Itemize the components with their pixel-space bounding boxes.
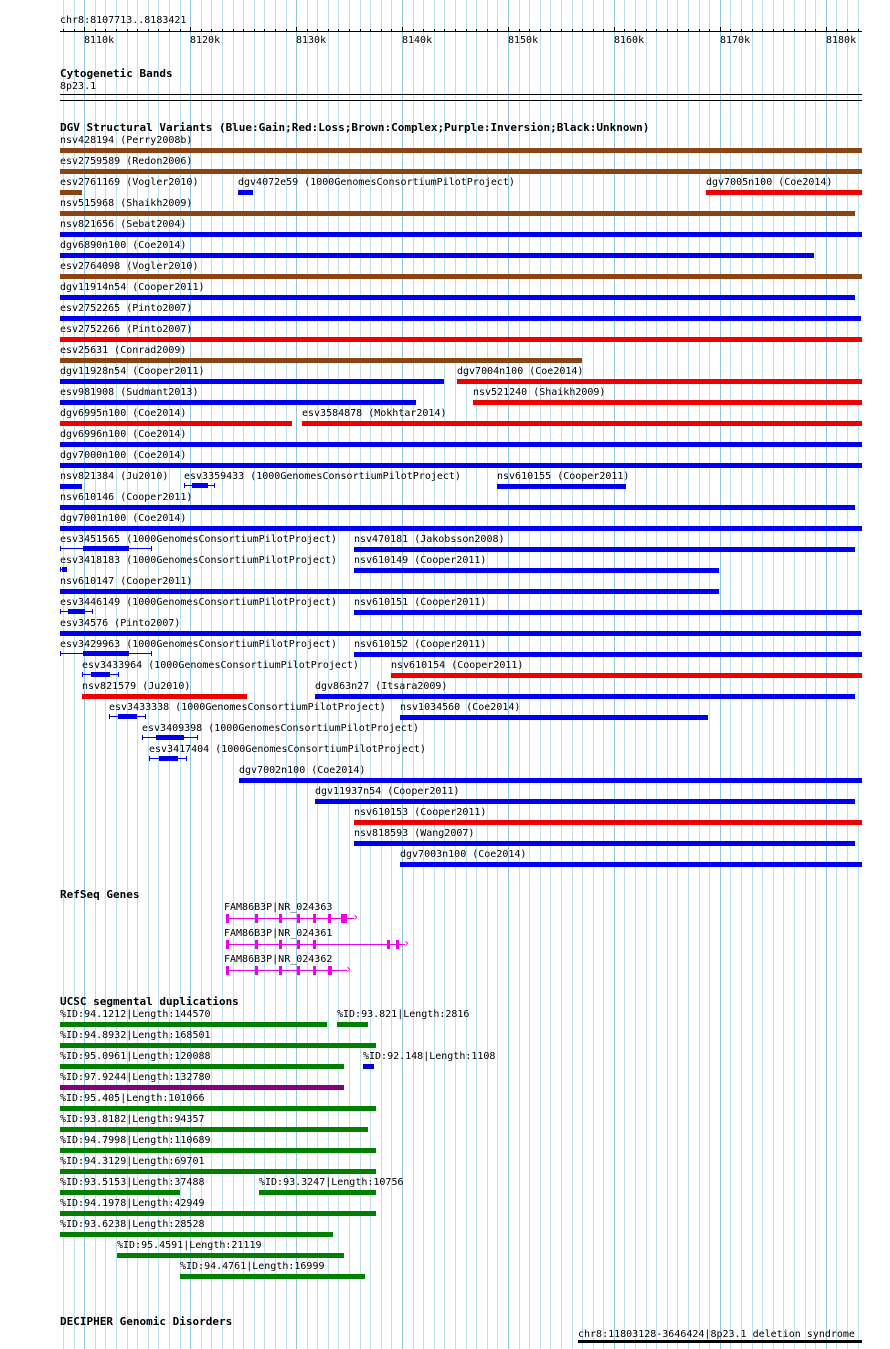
dgv-feature[interactable] xyxy=(302,421,862,426)
ruler-tick xyxy=(137,29,138,32)
segdup-feature[interactable] xyxy=(60,1106,376,1111)
dgv-feature[interactable] xyxy=(497,484,626,489)
ruler-tick xyxy=(190,27,191,32)
grid-line xyxy=(307,0,308,1349)
ruler-tick xyxy=(730,29,731,32)
dgv-feature-whisker-cap xyxy=(197,735,198,740)
ruler-tick xyxy=(413,29,414,32)
ruler-label: 8150k xyxy=(508,35,539,46)
ruler-tick xyxy=(709,29,710,32)
segdup-label: %ID:94.7998|Length:110689 xyxy=(60,1135,211,1146)
dgv-feature-whisker-cap xyxy=(60,609,61,614)
gene-label: FAM86B3P|NR_024363 xyxy=(224,902,333,913)
dgv-feature[interactable] xyxy=(60,484,82,489)
ruler-tick xyxy=(317,29,318,32)
ruler-tick xyxy=(158,29,159,32)
dgv-feature-whisker-cap xyxy=(109,714,110,719)
segdup-label: %ID:93.5153|Length:37488 xyxy=(60,1177,205,1188)
dgv-feature-label: dgv7000n100 (Coe2014) xyxy=(60,450,187,461)
segdup-feature[interactable] xyxy=(60,1043,376,1048)
dgv-feature-label: esv3418183 (1000GenomesConsortiumPilotProject) xyxy=(60,555,337,566)
ruler-label: 8130k xyxy=(296,35,327,46)
dgv-feature-label: esv3584878 (Mokhtar2014) xyxy=(302,408,447,419)
gene-exon[interactable] xyxy=(387,940,390,949)
dgv-feature[interactable] xyxy=(60,421,292,426)
ruler-tick xyxy=(783,29,784,32)
dgv-feature-label: esv3433964 (1000GenomesConsortiumPilotProject) xyxy=(82,660,359,671)
ruler-tick xyxy=(391,29,392,32)
ruler-tick xyxy=(762,29,763,32)
gene-exon[interactable] xyxy=(313,914,316,923)
dgv-feature[interactable] xyxy=(60,253,814,258)
grid-line xyxy=(201,0,202,1349)
segdup-feature[interactable] xyxy=(117,1253,344,1258)
dgv-feature[interactable] xyxy=(60,169,862,174)
dgv-feature-label: nsv821384 (Ju2010) xyxy=(60,471,169,482)
gene-exon[interactable] xyxy=(255,914,258,923)
gene-label: FAM86B3P|NR_024362 xyxy=(224,954,333,965)
segdup-label: %ID:93.821|Length:2816 xyxy=(337,1009,470,1020)
dgv-feature-label: dgv4072e59 (1000GenomesConsortiumPilotProject) xyxy=(238,177,515,188)
dgv-feature[interactable] xyxy=(60,463,862,468)
segdup-feature[interactable] xyxy=(60,1022,327,1027)
segdup-feature[interactable] xyxy=(60,1211,376,1216)
dgv-feature[interactable] xyxy=(60,211,855,216)
dgv-feature[interactable] xyxy=(60,190,82,195)
dgv-feature-label: dgv6996n100 (Coe2014) xyxy=(60,429,187,440)
dgv-feature-label: nsv610152 (Cooper2011) xyxy=(354,639,487,650)
dgv-feature[interactable] xyxy=(60,358,582,363)
ruler-tick xyxy=(328,29,329,32)
ruler-tick xyxy=(381,29,382,32)
dgv-feature-label: nsv470181 (Jakobsson2008) xyxy=(354,534,505,545)
ruler-tick xyxy=(127,29,128,32)
decipher-label[interactable]: chr8:11803128-3646424|8p23.1 deletion syndrome xyxy=(578,1329,855,1340)
track-title-decipher: DECIPHER Genomic Disorders xyxy=(60,1315,233,1328)
ruler-tick xyxy=(561,29,562,32)
gene-exon[interactable] xyxy=(279,914,282,923)
segdup-label: %ID:94.1212|Length:144570 xyxy=(60,1009,211,1020)
dgv-feature[interactable] xyxy=(68,609,85,614)
dgv-feature-label: dgv11914n54 (Cooper2011) xyxy=(60,282,205,293)
dgv-feature[interactable] xyxy=(60,442,862,447)
segdup-label: %ID:97.9244|Length:132780 xyxy=(60,1072,211,1083)
gene-exon[interactable] xyxy=(279,940,282,949)
dgv-feature[interactable] xyxy=(354,547,855,552)
ruler-tick xyxy=(497,29,498,32)
ruler-tick xyxy=(646,29,647,32)
grid-line xyxy=(328,0,329,1349)
gene-exon[interactable] xyxy=(279,966,282,975)
ruler-tick xyxy=(508,27,509,32)
dgv-feature-label: dgv11928n54 (Cooper2011) xyxy=(60,366,205,377)
ruler-tick xyxy=(805,29,806,32)
coordinate-label: chr8:8107713..8183421 xyxy=(60,15,187,26)
cytoband-line-lower xyxy=(60,100,862,101)
ruler-tick xyxy=(752,29,753,32)
gene-exon[interactable] xyxy=(313,966,316,975)
dgv-feature-label: dgv863n27 (Itsara2009) xyxy=(315,681,448,692)
dgv-feature-label: nsv1034560 (Coe2014) xyxy=(400,702,521,713)
dgv-feature-label: dgv6890n100 (Coe2014) xyxy=(60,240,187,251)
dgv-feature[interactable] xyxy=(118,714,137,719)
ruler-tick xyxy=(370,29,371,32)
ruler-tick xyxy=(858,29,859,32)
dgv-feature-label: nsv610149 (Cooper2011) xyxy=(354,555,487,566)
dgv-feature-label: nsv821579 (Ju2010) xyxy=(82,681,191,692)
ruler-tick xyxy=(169,29,170,32)
ruler-tick xyxy=(444,29,445,32)
track-title-segdup: UCSC segmental duplications xyxy=(60,995,239,1008)
dgv-feature[interactable] xyxy=(60,589,719,594)
dgv-feature[interactable] xyxy=(391,673,862,678)
segdup-label: %ID:94.4761|Length:16999 xyxy=(180,1261,325,1272)
dgv-feature-label: esv2752265 (Pinto2007) xyxy=(60,303,193,314)
dgv-feature-whisker-cap xyxy=(142,735,143,740)
dgv-feature[interactable] xyxy=(354,652,862,657)
dgv-feature-label: esv25631 (Conrad2009) xyxy=(60,345,187,356)
dgv-feature-label: nsv610147 (Cooper2011) xyxy=(60,576,193,587)
dgv-feature-label: esv3409398 (1000GenomesConsortiumPilotProject) xyxy=(142,723,419,734)
ruler-tick xyxy=(74,29,75,32)
ruler-tick xyxy=(423,29,424,32)
track-title-dgv: DGV Structural Variants (Blue:Gain;Red:Loss;Brown:Complex;Purple:Inversion;Black:Unknown) xyxy=(60,121,650,134)
dgv-feature-label: nsv521240 (Shaikh2009) xyxy=(473,387,606,398)
ruler-tick xyxy=(307,29,308,32)
dgv-feature-label: nsv610146 (Cooper2011) xyxy=(60,492,193,503)
dgv-feature-whisker-cap xyxy=(92,609,93,614)
dgv-feature[interactable] xyxy=(83,546,129,551)
ruler-tick xyxy=(402,27,403,32)
segdup-label: %ID:95.4591|Length:21119 xyxy=(117,1240,262,1251)
ruler-tick xyxy=(815,29,816,32)
dgv-feature-whisker-cap xyxy=(151,651,152,656)
gene-exon[interactable] xyxy=(313,940,316,949)
segdup-label: %ID:94.1978|Length:42949 xyxy=(60,1198,205,1209)
dgv-feature-whisker-cap xyxy=(184,483,185,488)
grid-line xyxy=(264,0,265,1349)
dgv-feature[interactable] xyxy=(60,232,862,237)
segdup-label: %ID:94.8932|Length:168501 xyxy=(60,1030,211,1041)
segdup-feature[interactable] xyxy=(60,1127,368,1132)
dgv-feature[interactable] xyxy=(400,715,708,720)
dgv-feature[interactable] xyxy=(354,568,719,573)
ruler-tick xyxy=(667,29,668,32)
ruler-tick xyxy=(434,29,435,32)
dgv-feature[interactable] xyxy=(238,190,253,195)
dgv-feature[interactable] xyxy=(354,610,862,615)
segdup-label: %ID:93.6238|Length:28528 xyxy=(60,1219,205,1230)
ruler-tick xyxy=(614,27,615,32)
dgv-feature[interactable] xyxy=(91,672,110,677)
segdup-label: %ID:94.3129|Length:69701 xyxy=(60,1156,205,1167)
dgv-feature[interactable] xyxy=(457,379,862,384)
dgv-feature-whisker-cap xyxy=(82,672,83,677)
ruler-label: 8180k xyxy=(826,35,857,46)
ruler-label: 8170k xyxy=(720,35,751,46)
ruler-tick xyxy=(211,29,212,32)
segdup-label: %ID:92.148|Length:1108 xyxy=(363,1051,496,1062)
dgv-feature[interactable] xyxy=(60,631,861,636)
dgv-feature-whisker-cap xyxy=(60,567,61,572)
ruler-tick xyxy=(773,29,774,32)
dgv-feature[interactable] xyxy=(239,778,862,783)
dgv-feature-label: esv3446149 (1000GenomesConsortiumPilotProject) xyxy=(60,597,337,608)
gene-exon[interactable] xyxy=(297,914,300,923)
dgv-feature-label: esv2752266 (Pinto2007) xyxy=(60,324,193,335)
dgv-feature[interactable] xyxy=(60,400,416,405)
dgv-feature-label: dgv7003n100 (Coe2014) xyxy=(400,849,527,860)
dgv-feature-label: nsv610153 (Cooper2011) xyxy=(354,807,487,818)
ruler-tick xyxy=(233,29,234,32)
dgv-feature-label: dgv7001n100 (Coe2014) xyxy=(60,513,187,524)
ruler-tick xyxy=(148,29,149,32)
grid-line xyxy=(296,0,297,1349)
grid-line xyxy=(254,0,255,1349)
gene-exon[interactable] xyxy=(297,966,300,975)
ruler-tick xyxy=(603,29,604,32)
cytoband-line xyxy=(60,94,862,95)
dgv-feature-label: esv3451565 (1000GenomesConsortiumPilotProject) xyxy=(60,534,337,545)
dgv-feature[interactable] xyxy=(400,862,862,867)
dgv-feature-label: nsv610155 (Cooper2011) xyxy=(497,471,630,482)
grid-line xyxy=(338,0,339,1349)
ruler-label: 8120k xyxy=(190,35,221,46)
ruler-tick xyxy=(582,29,583,32)
dgv-feature-whisker-cap xyxy=(149,756,150,761)
ruler-tick xyxy=(95,29,96,32)
ruler-tick xyxy=(222,29,223,32)
dgv-feature[interactable] xyxy=(60,274,862,279)
dgv-feature-label: esv981908 (Sudmant2013) xyxy=(60,387,199,398)
ruler-tick xyxy=(635,29,636,32)
dgv-feature-label: esv3433338 (1000GenomesConsortiumPilotProject) xyxy=(109,702,386,713)
segdup-feature[interactable] xyxy=(180,1274,365,1279)
gene-strand-arrow: › xyxy=(403,936,411,950)
ruler-tick xyxy=(286,29,287,32)
segdup-feature[interactable] xyxy=(60,1190,180,1195)
dgv-feature[interactable] xyxy=(60,295,855,300)
grid-line xyxy=(275,0,276,1349)
dgv-feature[interactable] xyxy=(60,148,862,153)
segdup-feature[interactable] xyxy=(60,1064,344,1069)
ruler-tick xyxy=(699,29,700,32)
gene-exon[interactable] xyxy=(297,940,300,949)
dgv-feature[interactable] xyxy=(315,694,855,699)
ruler-tick xyxy=(794,29,795,32)
ruler-tick xyxy=(826,27,827,32)
dgv-feature[interactable] xyxy=(354,841,855,846)
ruler-tick xyxy=(349,29,350,32)
gene-exon[interactable] xyxy=(255,940,258,949)
segdup-feature[interactable] xyxy=(60,1169,376,1174)
gene-exon[interactable] xyxy=(341,914,347,923)
ruler-tick xyxy=(63,29,64,32)
ruler-tick xyxy=(476,29,477,32)
ruler-tick xyxy=(105,29,106,32)
ruler-tick xyxy=(116,29,117,32)
grid-line xyxy=(381,0,382,1349)
segdup-feature[interactable] xyxy=(363,1064,374,1069)
grid-line xyxy=(317,0,318,1349)
segdup-feature[interactable] xyxy=(60,1085,344,1090)
gene-exon[interactable] xyxy=(255,966,258,975)
dgv-feature-label: esv3417404 (1000GenomesConsortiumPilotProject) xyxy=(149,744,426,755)
dgv-feature-whisker-cap xyxy=(186,756,187,761)
dgv-feature-whisker-cap xyxy=(151,546,152,551)
segdup-label: %ID:93.3247|Length:10756 xyxy=(259,1177,404,1188)
dgv-feature[interactable] xyxy=(473,400,862,405)
dgv-feature[interactable] xyxy=(60,379,444,384)
gene-strand-arrow: › xyxy=(345,962,353,976)
dgv-feature-label: nsv818593 (Wang2007) xyxy=(354,828,475,839)
dgv-feature-label: esv2764098 (Vogler2010) xyxy=(60,261,199,272)
cytoband-label[interactable]: 8p23.1 xyxy=(60,81,97,92)
ruler-tick xyxy=(540,29,541,32)
dgv-feature[interactable] xyxy=(60,316,861,321)
ruler-tick xyxy=(656,29,657,32)
dgv-feature-label: nsv821656 (Sebat2004) xyxy=(60,219,187,230)
ruler-tick xyxy=(338,29,339,32)
dgv-feature[interactable] xyxy=(60,337,862,342)
ruler-tick xyxy=(275,29,276,32)
dgv-feature-label: esv2759589 (Redon2006) xyxy=(60,156,193,167)
ruler-tick xyxy=(624,29,625,32)
dgv-feature-label: nsv515968 (Shaikh2009) xyxy=(60,198,193,209)
gene-exon[interactable] xyxy=(396,940,399,949)
dgv-feature-whisker-cap xyxy=(214,483,215,488)
ruler-tick xyxy=(466,29,467,32)
segdup-label: %ID:93.8182|Length:94357 xyxy=(60,1114,205,1125)
grid-line xyxy=(286,0,287,1349)
gene-exon[interactable] xyxy=(328,914,331,923)
gene-intron-line xyxy=(226,918,354,919)
dgv-feature-label: nsv428194 (Perry2008b) xyxy=(60,135,193,146)
ruler-tick xyxy=(741,29,742,32)
dgv-feature[interactable] xyxy=(706,190,862,195)
ruler-tick xyxy=(243,29,244,32)
gene-exon[interactable] xyxy=(328,966,332,975)
ruler-tick xyxy=(847,29,848,32)
dgv-feature-label: esv34576 (Pinto2007) xyxy=(60,618,181,629)
ruler-tick xyxy=(455,29,456,32)
gene-label: FAM86B3P|NR_024361 xyxy=(224,928,333,939)
ruler-tick xyxy=(550,29,551,32)
dgv-feature[interactable] xyxy=(60,526,862,531)
dgv-feature-whisker-cap xyxy=(60,546,61,551)
dgv-feature-label: dgv7002n100 (Coe2014) xyxy=(239,765,366,776)
ruler-tick xyxy=(487,29,488,32)
ruler-tick xyxy=(84,27,85,32)
ruler-tick xyxy=(254,29,255,32)
grid-line xyxy=(243,0,244,1349)
ruler-tick xyxy=(296,27,297,32)
dgv-feature-label: esv3429963 (1000GenomesConsortiumPilotProject) xyxy=(60,639,337,650)
segdup-feature[interactable] xyxy=(60,1148,376,1153)
decipher-feature[interactable] xyxy=(578,1340,862,1343)
dgv-feature[interactable] xyxy=(60,505,855,510)
ruler-tick xyxy=(201,29,202,32)
segdup-label: %ID:95.405|Length:101066 xyxy=(60,1093,205,1104)
segdup-feature[interactable] xyxy=(259,1190,376,1195)
dgv-feature-label: dgv11937n54 (Cooper2011) xyxy=(315,786,460,797)
segdup-label: %ID:95.0961|Length:120088 xyxy=(60,1051,211,1062)
dgv-feature-label: esv2761169 (Vogler2010) xyxy=(60,177,199,188)
grid-line xyxy=(370,0,371,1349)
dgv-feature[interactable] xyxy=(82,694,247,699)
dgv-feature[interactable] xyxy=(354,820,862,825)
ruler-tick xyxy=(677,29,678,32)
dgv-feature-label: esv3359433 (1000GenomesConsortiumPilotProject) xyxy=(184,471,461,482)
dgv-feature[interactable] xyxy=(156,735,184,740)
gene-exon[interactable] xyxy=(226,966,229,975)
dgv-feature-whisker-cap xyxy=(60,651,61,656)
dgv-feature-label: dgv7005n100 (Coe2014) xyxy=(706,177,833,188)
ruler-tick xyxy=(688,29,689,32)
ruler-tick xyxy=(519,29,520,32)
dgv-feature-whisker-cap xyxy=(66,567,67,572)
dgv-feature[interactable] xyxy=(159,756,178,761)
dgv-feature-label: dgv6995n100 (Coe2014) xyxy=(60,408,187,419)
ruler-label: 8160k xyxy=(614,35,645,46)
ruler-tick xyxy=(593,29,594,32)
grid-line xyxy=(211,0,212,1349)
gene-strand-arrow: › xyxy=(352,910,360,924)
dgv-feature-label: dgv7004n100 (Coe2014) xyxy=(457,366,584,377)
segdup-feature[interactable] xyxy=(337,1022,368,1027)
ruler-tick xyxy=(264,29,265,32)
ruler-tick xyxy=(360,29,361,32)
ruler-tick xyxy=(572,29,573,32)
ruler-tick xyxy=(836,29,837,32)
dgv-feature[interactable] xyxy=(83,651,129,656)
dgv-feature[interactable] xyxy=(62,567,66,572)
grid-line xyxy=(233,0,234,1349)
ruler-tick xyxy=(529,29,530,32)
grid-line xyxy=(222,0,223,1349)
dgv-feature[interactable] xyxy=(192,483,208,488)
dgv-feature[interactable] xyxy=(315,799,855,804)
gene-exon[interactable] xyxy=(226,940,229,949)
dgv-feature-label: nsv610151 (Cooper2011) xyxy=(354,597,487,608)
ruler-tick xyxy=(180,29,181,32)
track-title-refseq: RefSeq Genes xyxy=(60,888,140,901)
grid-line xyxy=(349,0,350,1349)
ruler-label: 8140k xyxy=(402,35,433,46)
segdup-feature[interactable] xyxy=(60,1232,333,1237)
track-title-cytogenetic-bands: Cytogenetic Bands xyxy=(60,67,173,80)
grid-line xyxy=(360,0,361,1349)
ruler-tick xyxy=(720,27,721,32)
dgv-feature-whisker-cap xyxy=(145,714,146,719)
ruler-label: 8110k xyxy=(84,35,115,46)
dgv-feature-whisker-cap xyxy=(118,672,119,677)
dgv-feature-label: nsv610154 (Cooper2011) xyxy=(391,660,524,671)
gene-exon[interactable] xyxy=(226,914,229,923)
